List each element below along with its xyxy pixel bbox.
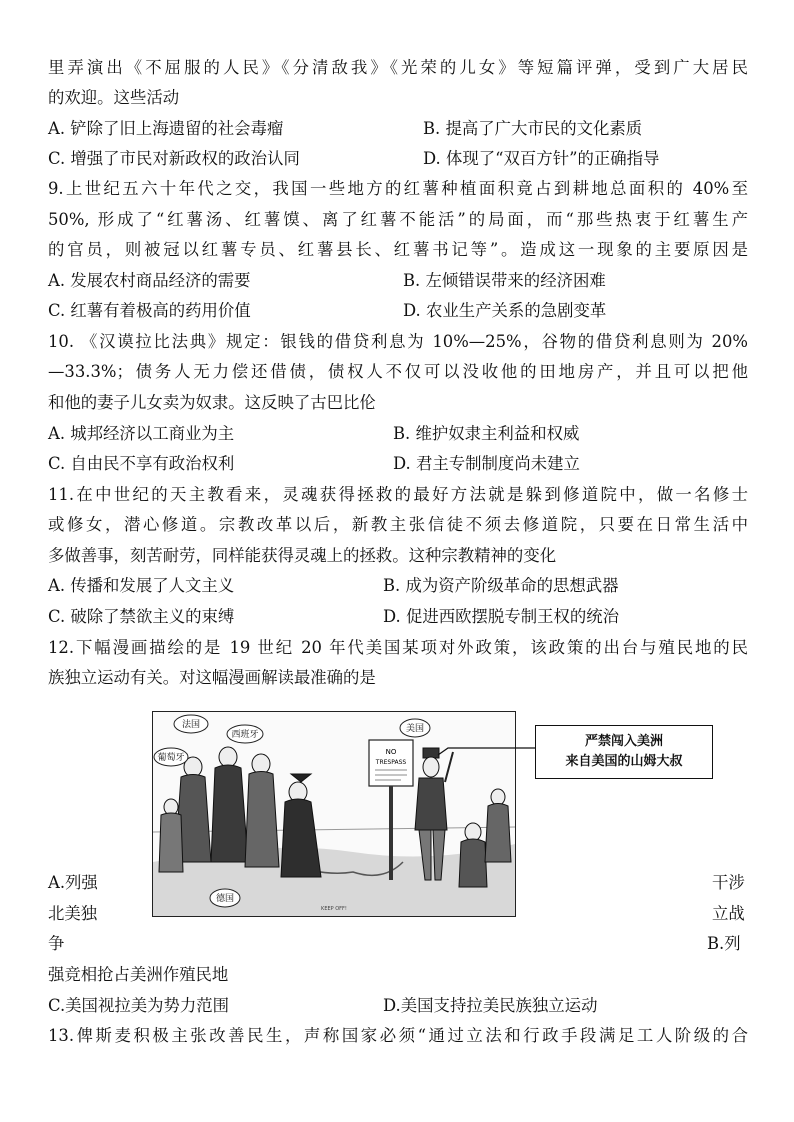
q11-stem-line2: 或修女，潜心修道。宗教改革以后，新教主张信徒不须去修道院，只要在日常生活中 (48, 515, 748, 534)
label-spain: 西班牙 (231, 730, 259, 740)
cartoon-drawing (153, 712, 515, 916)
q10-option-c: C. 自由民不享有政治权利 (48, 454, 235, 473)
q12-option-a-part4: 立战 (712, 904, 745, 923)
q12-stem-line1: 12.下幅漫画描绘的是 19 世纪 20 年代美国某项对外政策，该政策的出台与殖民地的民 (48, 638, 748, 657)
q8-option-b: B. 提高了广大市民的文化素质 (423, 119, 643, 138)
q12-option-a-part3: 北美独 (48, 904, 98, 923)
cartoon-caption-box (535, 725, 713, 779)
q12-option-a-part5: 争 (48, 934, 65, 953)
q8-option-a: A. 铲除了旧上海遗留的社会毒瘤 (48, 119, 284, 138)
q12-option-b-part1: B.列 (707, 934, 741, 953)
label-usa: 美国 (405, 724, 425, 734)
european-figures (159, 747, 321, 877)
q9-stem-line1: 9.上世纪五六十年代之交，我国一些地方的红薯种植面积竟占到耕地总面积的 40%至 (48, 179, 748, 198)
q10-stem-line2: —33.3%；债务人无力偿还借债，债权人不仅可以没收他的田地房产，并且可以把他 (48, 362, 748, 381)
label-portugal: 葡萄牙 (157, 753, 185, 763)
q11-option-c: C. 破除了禁欲主义的束缚 (48, 607, 235, 626)
q12-option-d: D.美国支持拉美民族独立运动 (383, 996, 598, 1015)
monroe-doctrine-cartoon (152, 711, 516, 917)
caption-line2: 来自美国的山姆大叔 (565, 754, 683, 769)
q8-option-d: D. 体现了“双百方针”的正确指导 (423, 149, 660, 168)
cartoon-footer-text: KEEP OFF! (321, 906, 347, 912)
sign-line1: NO (385, 748, 397, 756)
q13-stem-line1: 13.俾斯麦积极主张改善民生，声称国家必须“通过立法和行政手段满足工人阶级的合 (48, 1026, 748, 1045)
sign-line2: TRESPASS (375, 759, 407, 766)
q10-stem-line1: 10. 《汉谟拉比法典》规定：银钱的借贷利息为 10%—25%，谷物的借贷利息则为 20% (48, 332, 748, 351)
q12-stem-line2: 族独立运动有关。对这幅漫画解读最准确的是 (48, 668, 376, 687)
q12-option-a-part2: 干涉 (712, 873, 745, 892)
q11-option-b: B. 成为资产阶级革命的思想武器 (383, 576, 619, 595)
q8-stem-line1: 里弄演出《不屈服的人民》《分清敌我》《光荣的儿女》等短篇评弹，受到广大居民 (48, 58, 748, 77)
label-france: 法国 (181, 720, 201, 730)
q10-option-a: A. 城邦经济以工商业为主 (48, 424, 235, 443)
label-germany: 德国 (215, 894, 235, 904)
q9-stem-line2: 50%, 形成了“红薯汤、红薯馍、离了红薯不能活”的局面，而“那些热衷于红薯生产 (48, 210, 748, 229)
q10-option-b: B. 维护奴隶主利益和权威 (393, 424, 580, 443)
q9-option-a: A. 发展农村商品经济的需要 (48, 271, 251, 290)
q12-option-b-part2: 强竞相抢占美洲作殖民地 (48, 965, 229, 984)
q10-option-d: D. 君主专制制度尚未建立 (393, 454, 580, 473)
q11-stem-line3: 多做善事，刻苦耐劳，同样能获得灵魂上的拯救。这种宗教精神的变化 (48, 546, 557, 565)
q8-option-c: C. 增强了市民对新政权的政治认同 (48, 149, 300, 168)
q9-option-b: B. 左倾错误带来的经济困难 (403, 271, 606, 290)
q10-stem-line3: 和他的妻子儿女卖为奴隶。这反映了古巴比伦 (48, 393, 376, 412)
q9-stem-line3: 的官员，则被冠以红薯专员、红薯县长、红薯书记等”。造成这一现象的主要原因是 (48, 240, 748, 259)
q11-stem-line1: 11.在中世纪的天主教看来，灵魂获得拯救的最好方法就是躲到修道院中，做一名修士 (48, 485, 748, 504)
q8-stem-line2: 的欢迎。这些活动 (48, 88, 180, 107)
q9-option-c: C. 红薯有着极高的药用价值 (48, 301, 251, 320)
q12-option-c: C.美国视拉美为势力范围 (48, 996, 230, 1015)
q9-option-d: D. 农业生产关系的急剧变革 (403, 301, 607, 320)
caption-line1: 严禁闯入美洲 (584, 734, 663, 749)
q12-option-a-part1: A.列强 (48, 873, 98, 892)
q11-option-a: A. 传播和发展了人文主义 (48, 576, 235, 595)
q11-option-d: D. 促进西欧摆脱专制王权的统治 (383, 607, 620, 626)
